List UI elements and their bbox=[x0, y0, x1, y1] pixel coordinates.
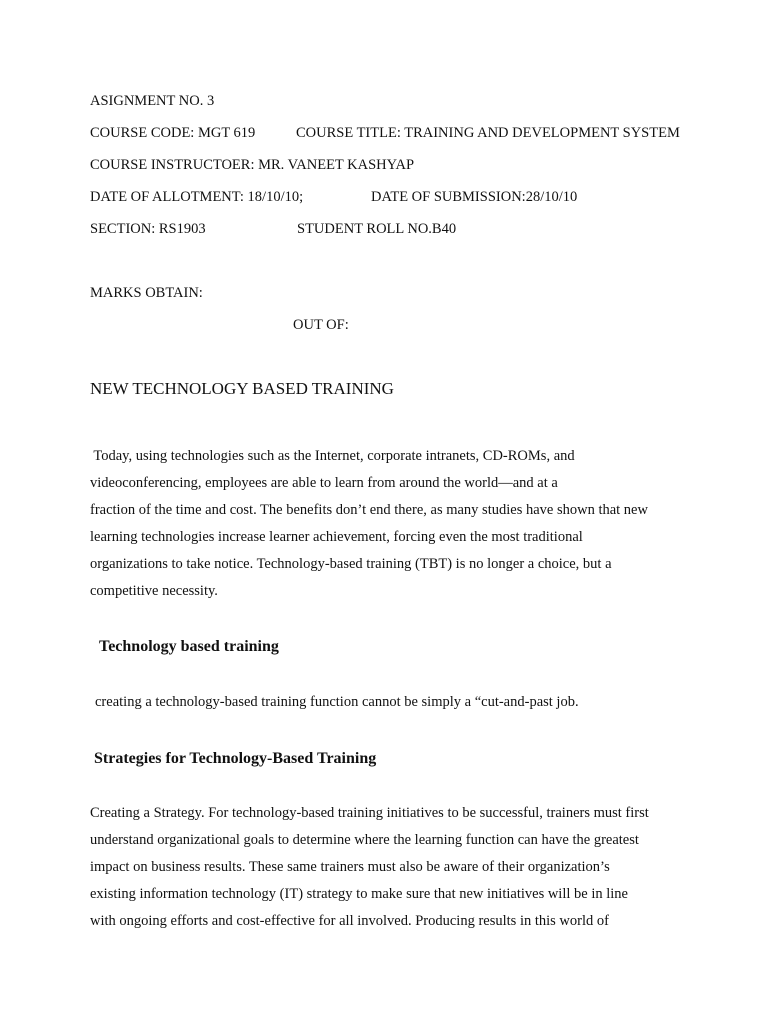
out-of: OUT OF: bbox=[293, 317, 349, 333]
course-title: COURSE TITLE: TRAINING AND DEVELOPMENT SYSTEM bbox=[296, 125, 680, 141]
course-instructor: COURSE INSTRUCTOER: MR. VANEET KASHYAP bbox=[90, 157, 415, 173]
paragraph-line: with ongoing efforts and cost-effective for all involved. Producing results in this world of bbox=[90, 913, 609, 929]
paragraph-line: Today, using technologies such as the Internet, corporate intranets, CD-ROMs, and bbox=[90, 448, 575, 464]
course-code: COURSE CODE: MGT 619 bbox=[90, 125, 256, 141]
student-roll-no: STUDENT ROLL NO.B40 bbox=[297, 221, 457, 237]
paragraph-line: impact on business results. These same trainers must also be aware of their organization’s bbox=[90, 859, 610, 875]
heading-technology-based-training: Technology based training bbox=[99, 638, 279, 655]
paragraph-line: videoconferencing, employees are able to learn from around the world—and at a bbox=[90, 475, 558, 491]
date-of-allotment: DATE OF ALLOTMENT: 18/10/10; bbox=[90, 189, 304, 205]
heading-strategies-for-technology-based-training: Strategies for Technology-Based Training bbox=[94, 750, 377, 767]
paragraph-line: Creating a Strategy. For technology-based training initiatives to be successful, trainers must first bbox=[90, 805, 649, 821]
paragraph-line: understand organizational goals to determine where the learning function can have the greatest bbox=[90, 832, 639, 848]
paragraph-line: competitive necessity. bbox=[90, 583, 218, 599]
paragraph-line: organizations to take notice. Technology-based training (TBT) is no longer a choice, but a bbox=[90, 556, 612, 572]
paragraph-line: creating a technology-based training function cannot be simply a “cut-and-past job. bbox=[95, 694, 579, 710]
date-of-submission: DATE OF SUBMISSION:28/10/10 bbox=[371, 189, 578, 205]
paragraph-line: existing information technology (IT) strategy to make sure that new initiatives will be in line bbox=[90, 886, 628, 902]
heading-new-technology-based-training: NEW TECHNOLOGY BASED TRAINING bbox=[90, 379, 394, 398]
assignment-number: ASIGNMENT NO. 3 bbox=[90, 93, 215, 109]
dates-line bbox=[90, 189, 690, 206]
marks-obtain: MARKS OBTAIN: bbox=[90, 285, 203, 301]
paragraph-line: learning technologies increase learner achievement, forcing even the most traditional bbox=[90, 529, 583, 545]
course-line bbox=[90, 125, 690, 142]
section-line bbox=[90, 221, 690, 238]
paragraph-line: fraction of the time and cost. The benefits don’t end there, as many studies have shown that new bbox=[90, 502, 648, 518]
section-code: SECTION: RS1903 bbox=[90, 221, 206, 237]
